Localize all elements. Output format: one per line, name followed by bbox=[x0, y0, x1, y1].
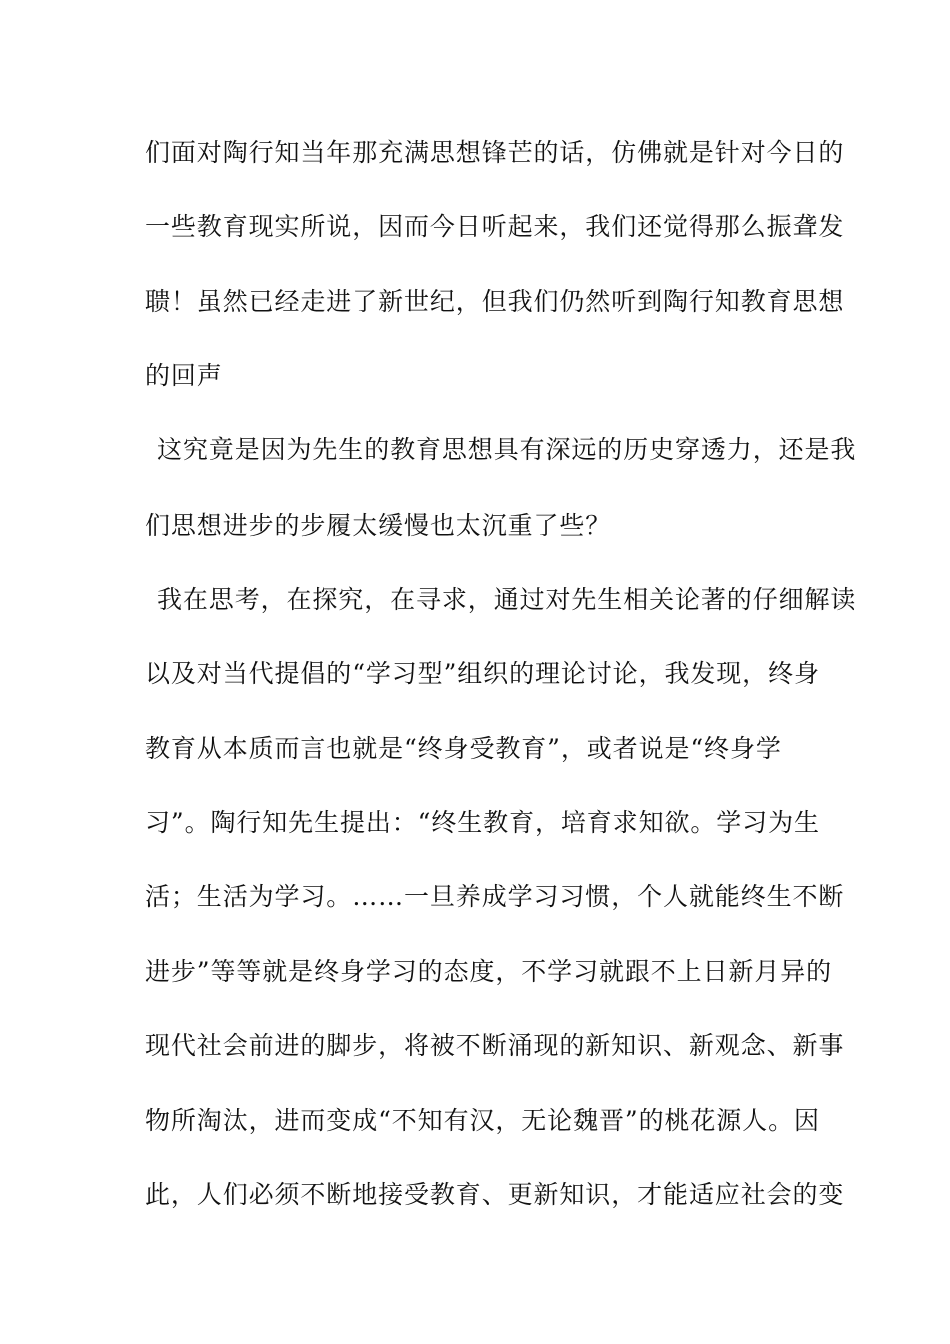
text-line: 教育从本质而言也就是“终身受教育”，或者说是“终身学 bbox=[145, 734, 782, 763]
text-line: 聩！虽然已经走进了新世纪，但我们仍然听到陶行知教育思想 bbox=[145, 287, 845, 316]
text-line: 此，人们必须不断地接受教育、更新知识，才能适应社会的变 bbox=[145, 1180, 845, 1209]
text-line: 习”。陶行知先生提出：“终生教育，培育求知欲。学习为生 bbox=[145, 808, 820, 837]
text-line: 一些教育现实所说，因而今日听起来，我们还觉得那么振聋发 bbox=[145, 212, 845, 241]
text-line: 活；生活为学习。……一旦养成学习习惯，个人就能终生不断 bbox=[145, 882, 845, 911]
text-line: 现代社会前进的脚步，将被不断涌现的新知识、新观念、新事 bbox=[145, 1031, 845, 1060]
text-line: 进步”等等就是终身学习的态度，不学习就跟不上日新月异的 bbox=[145, 957, 833, 986]
text-line: 这究竟是因为先生的教育思想具有深远的历史穿透力，还是我 bbox=[157, 435, 857, 464]
text-line: 以及对当代提倡的“学习型”组织的理论讨论，我发现，终身 bbox=[145, 659, 820, 688]
text-line: 的回声 bbox=[145, 361, 223, 390]
text-line: 物所淘汰，进而变成“不知有汉，无论魏晋”的桃花源人。因 bbox=[145, 1106, 820, 1135]
text-line: 们面对陶行知当年那充满思想锋芒的话，仿佛就是针对今日的 bbox=[145, 138, 845, 167]
text-line: 们思想进步的步履太缓慢也太沉重了些？ bbox=[145, 511, 612, 540]
text-line: 我在思考，在探究，在寻求，通过对先生相关论著的仔细解读 bbox=[157, 585, 857, 614]
